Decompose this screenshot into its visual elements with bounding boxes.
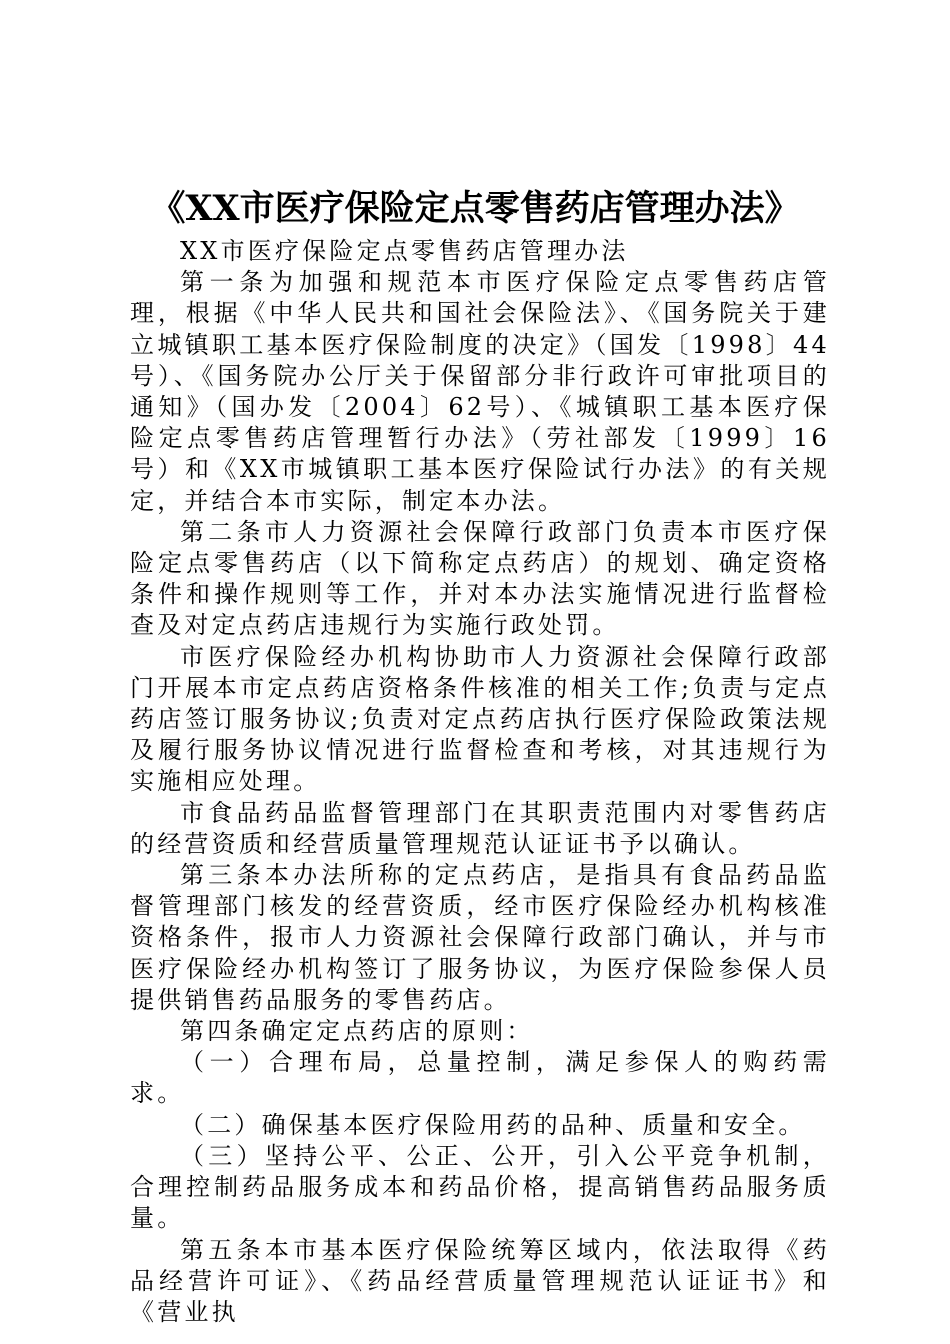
article-2-paragraph: 第二条市人力资源社会保障行政部门负责本市医疗保险定点零售药店（以下简称定点药店）的规划、确定资格条件和操作规则等工作，并对本办法实施情况进行监督检查及对定点药店违规行为实施行政处罚。 xyxy=(130,517,830,640)
food-drug-dept-duties-paragraph: 市食品药品监督管理部门在其职责范围内对零售药店的经营资质和经营质量管理规范认证证书予以确认。 xyxy=(130,798,830,858)
principle-item-1: （一）合理布局，总量控制，满足参保人的购药需求。 xyxy=(130,1048,830,1108)
document-title: 《XX市医疗保险定点零售药店管理办法》 xyxy=(150,188,800,229)
document-body xyxy=(130,236,830,1328)
article-3-paragraph: 第三条本办法所称的定点药店，是指具有食品药品监督管理部门核发的经营资质，经市医疗保险经办机构核准资格条件，报市人力资源社会保障行政部门确认，并与市医疗保险经办机构签订了服务协议，为医疗保险参保人员提供销售药品服务的零售药店。 xyxy=(130,861,830,1014)
document-subtitle: XX市医疗保险定点零售药店管理办法 xyxy=(180,237,629,265)
principle-item-3: （三）坚持公平、公正、公开，引入公平竞争机制，合理控制药品服务成本和药品价格，提高销售药品服务质量。 xyxy=(130,1141,830,1233)
article-5-paragraph: 第五条本市基本医疗保险统筹区域内，依法取得《药品经营许可证》、《药品经营质量管理规范认证证书》和《营业执 xyxy=(130,1235,830,1326)
article-1-paragraph: 第一条为加强和规范本市医疗保险定点零售药店管理，根据《中华人民共和国社会保险法》、《国务院关于建立城镇职工基本医疗保险制度的决定》（国发〔1998〕44号）、《国务院办公厅关于保留部分非行政许可审批项目的通知》（国办发〔2004〕62号）、《城镇职工基本医疗保险定点零售药店管理暂行办法》（劳社部发〔1999〕16号）和《XX市城镇职工基本医疗保险试行办法》的有关规定，并结合本市实际，制定本办法。 xyxy=(130,268,830,515)
article-4-paragraph: 第四条确定定点药店的原则： xyxy=(180,1017,534,1046)
insurance-agency-duties-paragraph: 市医疗保险经办机构协助市人力资源社会保障行政部门开展本市定点药店资格条件核准的相关工作;负责与定点药店签订服务协议;负责对定点药店执行医疗保险政策法规及履行服务协议情况进行监督检查和考核，对其违规行为实施相应处理。 xyxy=(130,642,830,796)
principle-item-2: （二）确保基本医疗保险用药的品种、质量和安全。 xyxy=(180,1110,806,1139)
